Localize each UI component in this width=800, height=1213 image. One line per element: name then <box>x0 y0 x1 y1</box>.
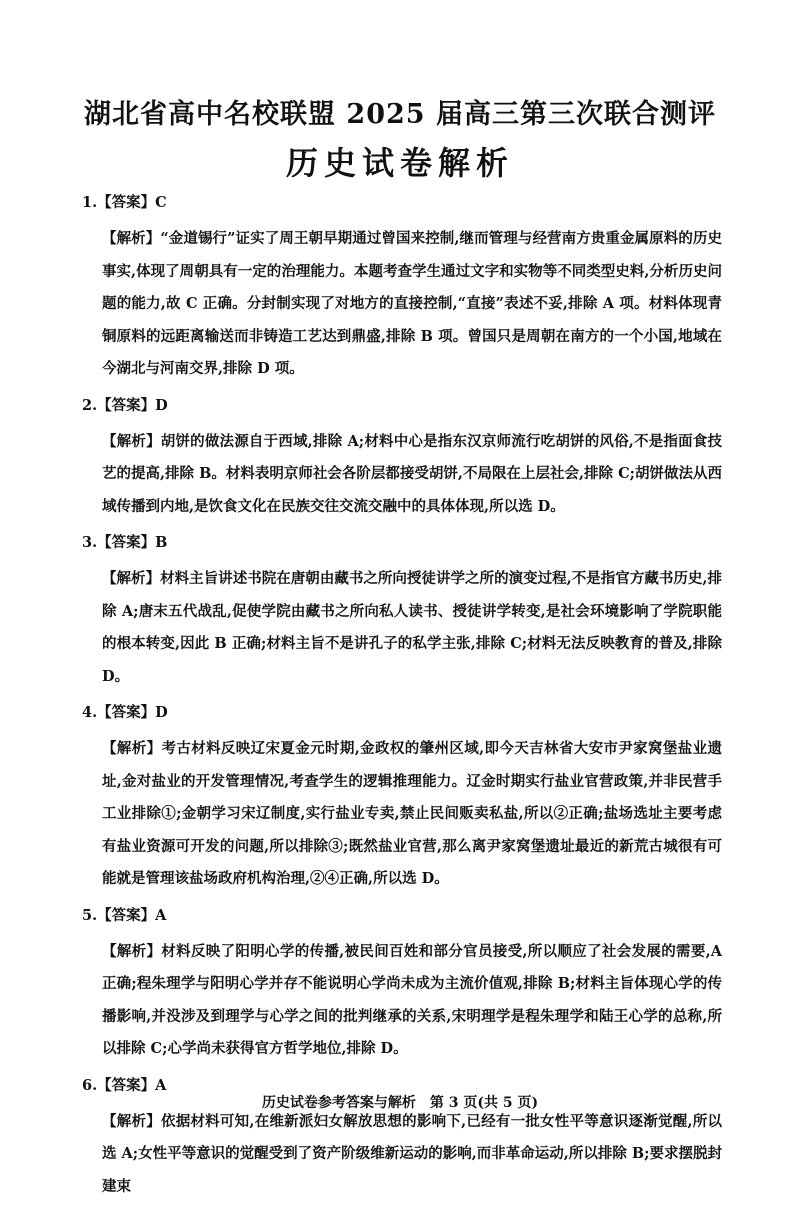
answer-line: 2.【答案】D <box>82 396 168 414</box>
answer-line: 3.【答案】B <box>82 534 168 551</box>
explanation-paragraph: 【解析】材料主旨讲述书院在唐朝由藏书之所向授徒讲学之所的演变过程,不是指官方藏书历史,排除 A;唐末五代战乱,促使学院由藏书之所向私人读书、授徒讲学转变,是社会环境影响了学院职能的根本转变,因此 B 正确;材料主旨不是讲孔子的私学主张,排除 C;材料无法反映教育的普及,排除 D。 <box>102 570 722 685</box>
answer-line: 5.【答案】A <box>82 906 167 924</box>
document-subtitle: 历史试卷解析 <box>285 144 514 182</box>
page-footer: 历史试卷参考答案与解析 第 3 页(共 5 页) <box>261 1095 539 1111</box>
exam-title: 湖北省高中名校联盟 2025 届高三第三次联合测评 <box>84 99 716 130</box>
question-block <box>82 533 722 693</box>
answer-line: 6.【答案】A <box>82 1076 167 1094</box>
answer-line: 4.【答案】D <box>82 704 168 721</box>
question-block <box>82 396 722 524</box>
question-block <box>82 703 722 896</box>
explanation-paragraph: 【解析】“金道锡行”证实了周王朝早期通过曾国来控制,继而管理与经营南方贵重金属原料的历史事实,体现了周朝具有一定的治理能力。本题考查学生通过文字和实物等不同类型史料,分析历史问题的能力,故 C 正确。分封制实现了对地方的直接控制,“直接”表述不妥,排除 A 项。材料体现青铜原料的远距离输送而非铸造工艺达到鼎盛,排除 B 项。曾国只是周朝在南方的一个小国,地域在今湖北与河南交界,排除 D 项。 <box>102 230 722 377</box>
answer-line: 1.【答案】C <box>82 194 167 211</box>
explanation-paragraph: 【解析】材料反映了阳明心学的传播,被民间百姓和部分官员接受,所以顺应了社会发展的需要,A 正确;程朱理学与阳明心学并存不能说明心学尚未成为主流价值观,排除 B;材料主旨体现心学的传播影响,并没涉及到理学与心学之间的批判继承的关系,宋明理学是程朱理学和陆王心学的总称,所以排除 C;心学尚未获得官方哲学地位,排除 D。 <box>102 942 722 1057</box>
question-block <box>82 906 722 1066</box>
explanation-paragraph: 【解析】依据材料可知,在维新派妇女解放思想的影响下,已经有一批女性平等意识逐渐觉醒,所以选 A;女性平等意识的觉醒受到了资产阶级维新运动的影响,而非革命运动,所以排除 B;要求摆脱封建束 <box>102 1112 722 1195</box>
answer-content <box>82 193 722 1213</box>
explanation-paragraph: 【解析】考古材料反映辽宋夏金元时期,金政权的肇州区域,即今天吉林省大安市尹家窝堡盐业遗址,金对盐业的开发管理情况,考查学生的逻辑推理能力。辽金时期实行盐业官营政策,并非民营手工业排除①;金朝学习宋辽制度,实行盐业专卖,禁止民间贩卖私盐,所以②正确;盐场选址主要考虑有盐业资源可开发的问题,所以排除③;既然盐业官营,那么离尹家窝堡遗址最近的新荒古城很有可能就是管理该盐场政府机构治理,②④正确,所以选 D。 <box>102 740 722 887</box>
explanation-paragraph: 【解析】胡饼的做法源自于西域,排除 A;材料中心是指东汉京师流行吃胡饼的风俗,不是指面食技艺的提高,排除 B。材料表明京师社会各阶层都接受胡饼,不局限在上层社会,排除 C;胡饼做法从西域传播到内地,是饮食文化在民族交往交流交融中的具体体现,所以选 D。 <box>102 432 722 515</box>
question-block <box>82 193 722 386</box>
